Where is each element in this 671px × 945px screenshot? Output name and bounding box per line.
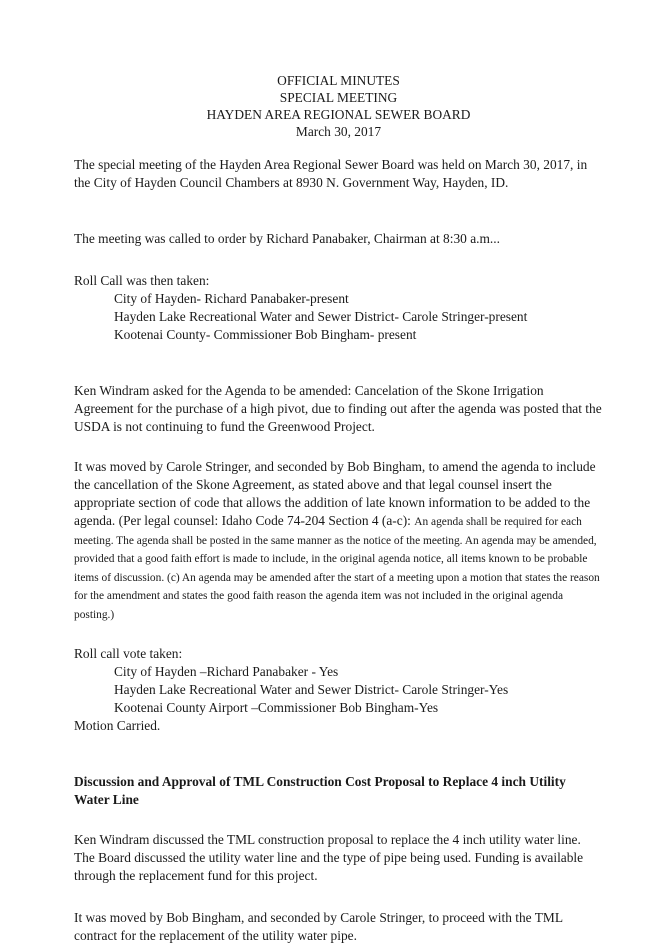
- header-title: OFFICIAL MINUTES: [277, 73, 400, 88]
- roll-vote-section: [74, 645, 603, 735]
- roll-vote-title: Roll call vote taken:: [74, 646, 183, 661]
- motion-amend-agenda: [74, 458, 603, 623]
- roll-call-section: [74, 272, 603, 344]
- tml-discussion-paragraph: Ken Windram discussed the TML construction proposal to replace the 4 inch utility water line. The Board discussed the utility water line and the type of pipe being used. Funding is available through the replacement fund for this project.: [74, 832, 584, 883]
- section-heading-tml-proposal: Discussion and Approval of TML Construction Cost Proposal to Replace 4 inch Utility Water Line: [74, 774, 566, 807]
- legal-code-excerpt: An agenda shall be required for each meeting. The agenda shall be posted in the same manner as the notice of the meeting. An agenda may be amended, provided that a good faith effort is made to include, in the original agenda notice, all items known to be probable items of discussion. (c) An agenda may be amended after the start of a meeting upon a motion that states the reason for the amendment and states the good faith reason the agenda item was not included in the original agenda posting.): [74, 516, 600, 621]
- roll-vote-item: Kootenai County Airport –Commissioner Bob Bingham-Yes: [114, 700, 439, 715]
- minutes-header: [74, 72, 603, 140]
- header-meeting-type: SPECIAL MEETING: [279, 90, 398, 105]
- motion-result: Motion Carried.: [74, 718, 161, 733]
- header-board-name: HAYDEN AREA REGIONAL SEWER BOARD: [206, 107, 471, 122]
- roll-vote-item: Hayden Lake Recreational Water and Sewer District- Carole Stringer-Yes: [114, 682, 509, 697]
- intro-paragraph: The special meeting of the Hayden Area Regional Sewer Board was held on March 30, 2017, in the City of Hayden Council Chambers at 8930 N. Government Way, Hayden, ID.: [74, 157, 588, 190]
- amend-request-paragraph: Ken Windram asked for the Agenda to be amended: Cancelation of the Skone Irrigation Agreement for the purchase of a high pivot, due to finding out after the agenda was posted that the USDA is not continuing to fund the Greenwood Project.: [74, 383, 602, 434]
- roll-call-item: Kootenai County- Commissioner Bob Bingham- present: [114, 327, 417, 342]
- roll-vote-item: City of Hayden –Richard Panabaker - Yes: [114, 664, 339, 679]
- header-date: March 30, 2017: [295, 124, 382, 139]
- tml-motion-paragraph: It was moved by Bob Bingham, and seconded by Carole Stringer, to proceed with the TML contract for the replacement of the utility water pipe.: [74, 910, 563, 943]
- motion-amend-text: It was moved by Carole Stringer, and seconded by Bob Bingham, to amend the agenda to include the cancellation of the Skone Agreement, as stated above and that legal counsel insert the appropriate section of code that allows the addition of late known information to be added to the agenda. (Per legal counsel: Idaho Code 74-204 Section 4 (a-c):: [74, 459, 596, 528]
- call-to-order-paragraph: The meeting was called to order by Richard Panabaker, Chairman at 8:30 a.m...: [74, 231, 500, 246]
- roll-call-item: Hayden Lake Recreational Water and Sewer District- Carole Stringer-present: [114, 309, 528, 324]
- roll-call-title: Roll Call was then taken:: [74, 273, 210, 288]
- roll-call-item: City of Hayden- Richard Panabaker-present: [114, 291, 349, 306]
